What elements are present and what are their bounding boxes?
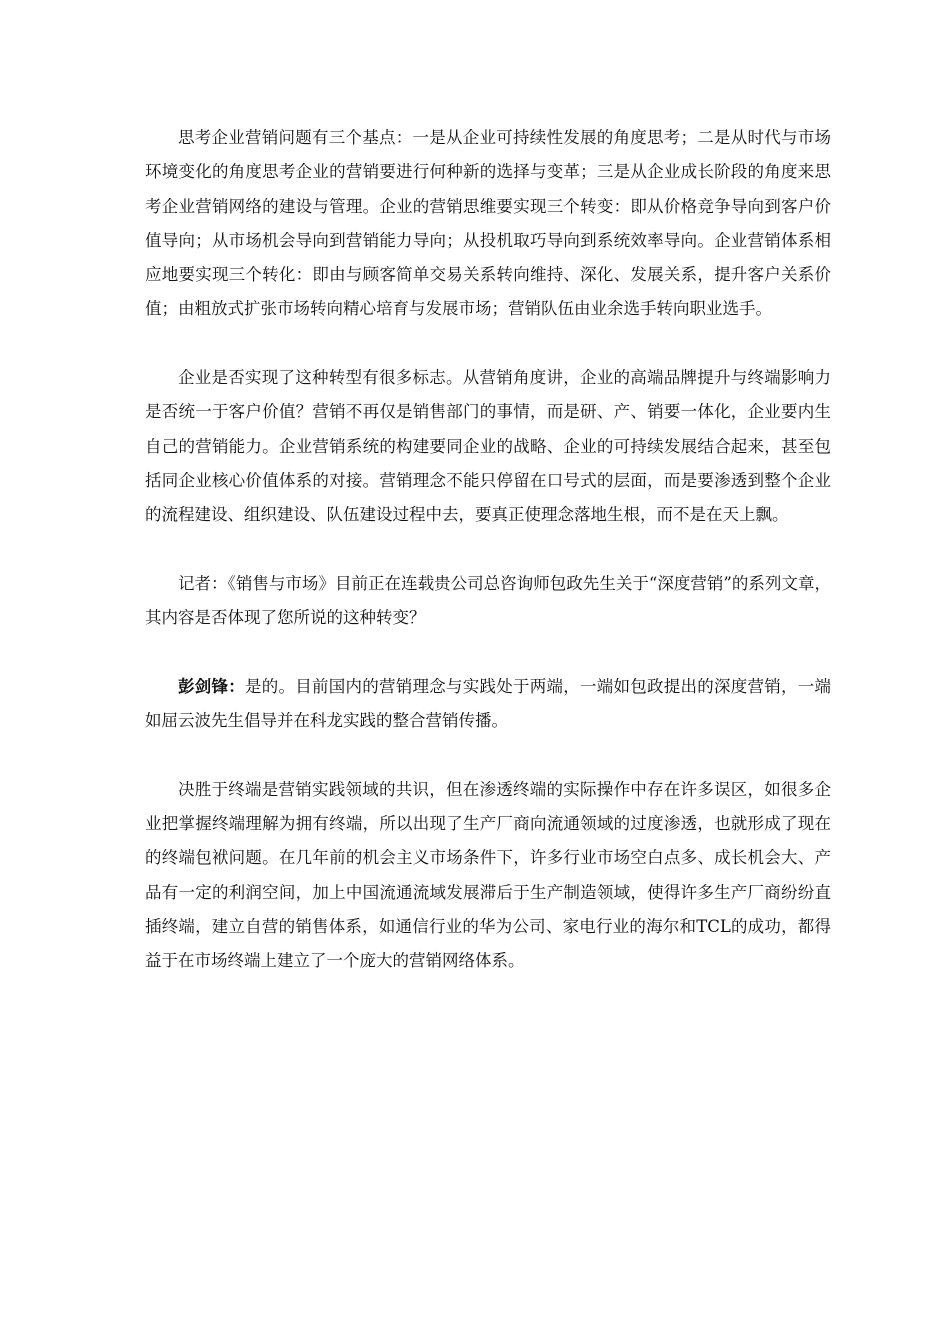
paragraph-terminal-marketing: 决胜于终端是营销实践领域的共识，但在渗透终端的实际操作中存在许多误区，如很多企业把掌握终端理解为拥有终端，所以出现了生产厂商向流通领域的过度渗透，也就形成了现在的终端包袱问题。在几年前的机会主义市场条件下，许多行业市场空白点多、成长机会大、产品有一定的利润空间，加上中国流通流域发展滞后于生产制造领域，使得许多生产厂商纷纷直插终端，建立自营的销售体系，如通信行业的华为公司、家电行业的海尔和TCL的成功，都得益于在市场终端上建立了一个庞大的营销网络体系。: [145, 779, 831, 971]
paragraph-marketing-basics: 思考企业营销问题有三个基点：一是从企业可持续性发展的角度思考；二是从时代与市场环境变化的角度思考企业的营销要进行何种新的选择与变革；三是从企业成长阶段的角度来思考企业营销网络的建设与管理。企业的营销思维要实现三个转变：即从价格竞争导向到客户价值导向；从市场机会导向到营销能力导向；从投机取巧导向到系统效率导向。企业营销体系相应地要实现三个转化：即由与顾客简单交易关系转向维持、深化、发展关系，提升客户关系价值；由粗放式扩张市场转向精心培育与发展市场；营销队伍由业余选手转向职业选手。: [145, 128, 831, 319]
speaker-name: 彭剑锋：: [178, 676, 245, 696]
paragraph-reporter-question: 记者：《销售与市场》目前正在连载贵公司总咨询师包政先生关于“深度营销”的系列文章，其内容是否体现了您所说的这种转变？: [145, 573, 831, 628]
article-body: [145, 121, 831, 978]
paragraph-transformation-signs: 企业是否实现了这种转型有很多标志。从营销角度讲，企业的高端品牌提升与终端影响力是否统一于客户价值？营销不再仅是销售部门的事情，而是研、产、销要一体化，企业要内生自己的营销能力。企业营销系统的构建要同企业的战略、企业的可持续发展结合起来，甚至包括同企业核心价值体系的对接。营销理念不能只停留在口号式的层面，而是要渗透到整个企业的流程建设、组织建设、队伍建设过程中去，要真正使理念落地生根，而不是在天上飘。: [145, 368, 831, 525]
paragraph-interviewee-answer: [145, 670, 831, 739]
answer-text: 是的。目前国内的营销理念与实践处于两端，一端如包政提出的深度营销，一端如屈云波先生倡导并在科龙实践的整合营销传播。: [145, 676, 831, 731]
